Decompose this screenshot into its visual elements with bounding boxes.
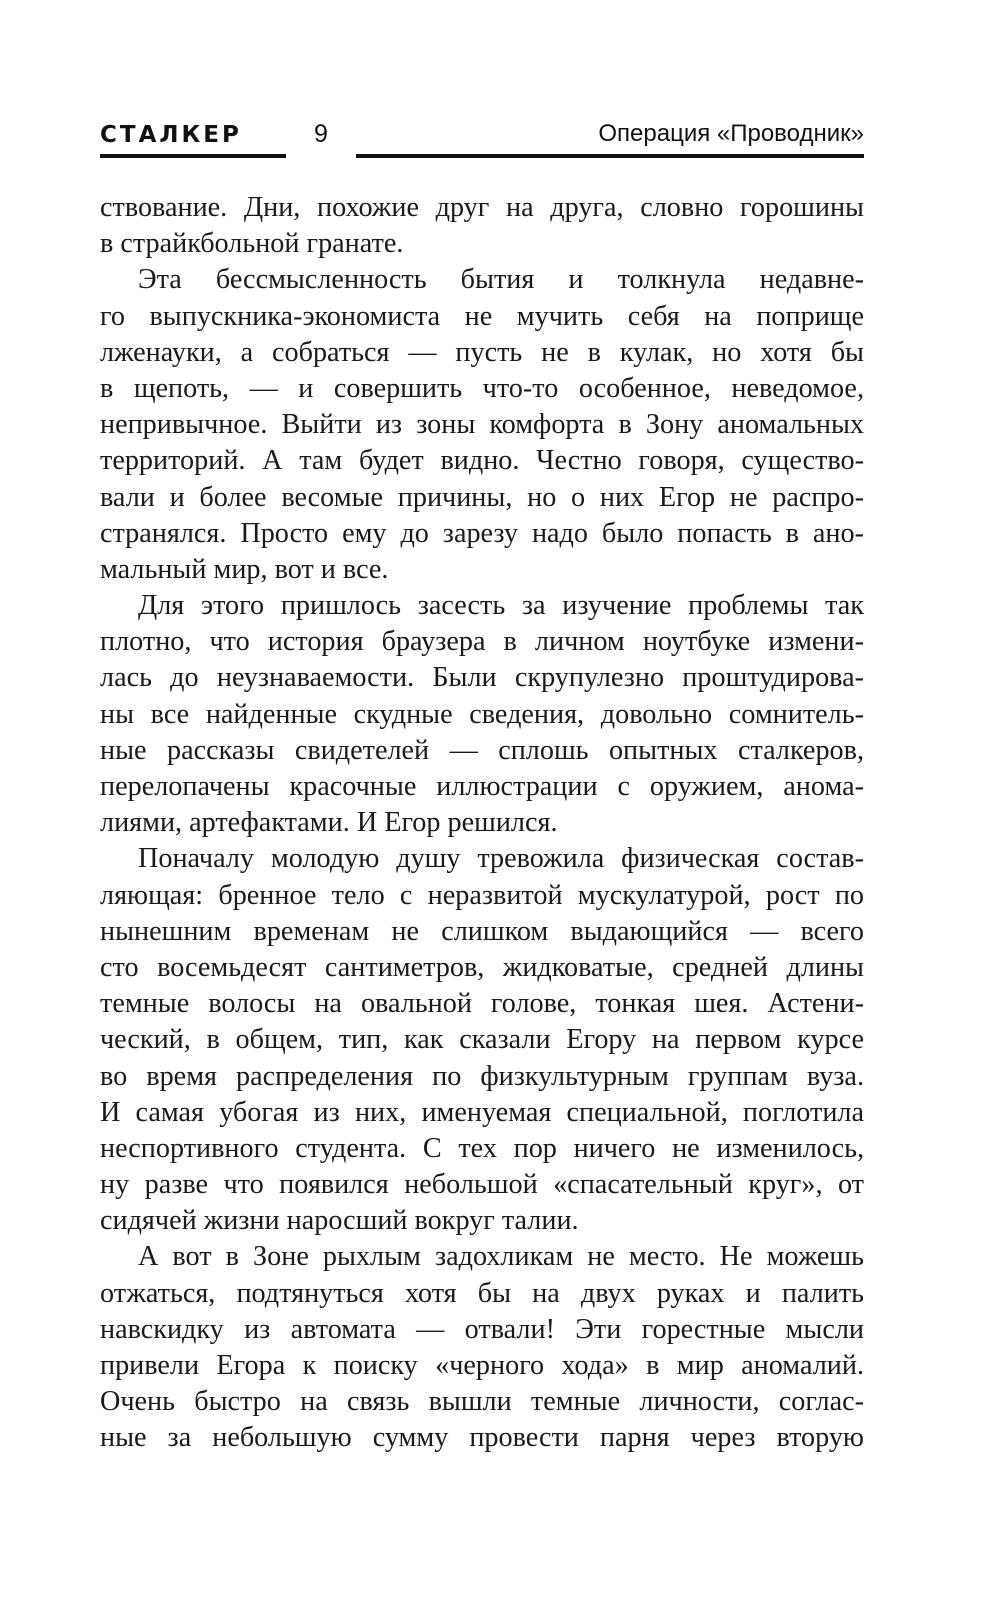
text-line: лась до неузнаваемости. Были скрупулезно проштудирова-: [100, 662, 864, 694]
text-line: темные волосы на овальной голове, тонкая шея. Астени-: [100, 988, 864, 1020]
text-line: Эта бессмысленность бытия и толкнула недавне-: [138, 264, 864, 296]
text-line: ные за небольшую сумму провести парня через вторую: [100, 1422, 864, 1454]
text-line: лженауки, а собраться — пусть не в кулак, но хотя бы: [100, 336, 864, 368]
text-line: мальный мир, вот и все.: [100, 553, 389, 585]
text-line: ческий, в общем, тип, как сказали Егору на первом курсе: [100, 1024, 864, 1056]
text-line: Поначалу молодую душу тревожила физическая состав-: [138, 843, 864, 875]
text-line: ляющая: бренное тело с неразвитой мускулатурой, рост по: [100, 879, 864, 911]
text-line: привели Егора к поиску «черного хода» в мир аномалий.: [100, 1350, 864, 1381]
paragraph: [100, 262, 864, 588]
text-line: вали и более весомые причины, но о них Егор не распро-: [100, 481, 864, 513]
text-line: А вот в Зоне рыхлым задохликам не место. Не можешь: [138, 1241, 864, 1273]
header-rule-left: [100, 154, 286, 158]
running-title: Операция «Проводник»: [598, 120, 864, 147]
paragraph: [100, 190, 864, 262]
text-line: нынешним временам не слишком выдающийся — всего: [100, 915, 864, 947]
page-header: [100, 118, 864, 158]
text-line: И самая убогая из них, именуемая специальной, поглотила: [100, 1096, 864, 1128]
text-line: во время распределения по физкультурным группам вуза.: [100, 1060, 864, 1092]
paragraph: [100, 588, 864, 841]
text-line: лиями, артефактами. И Егор решился.: [100, 807, 558, 839]
text-line: неспортивного студента. С тех пор ничего не изменилось,: [100, 1132, 864, 1164]
text-line: перелопачены красочные иллюстрации с оружием, анома-: [100, 771, 864, 802]
text-line: навскидку из автомата — отвали! Эти горестные мысли: [100, 1313, 864, 1345]
page-number: 9: [314, 120, 328, 148]
text-line: Для этого пришлось засесть за изучение проблемы так: [138, 590, 864, 622]
body-text: [100, 190, 864, 1457]
paragraph: [100, 1239, 864, 1456]
text-line: Очень быстро на связь вышли темные личности, соглас-: [100, 1386, 864, 1418]
paragraph: [100, 841, 864, 1239]
series-title: СТАЛКЕР: [100, 122, 242, 148]
text-line: ствование. Дни, похожие друг на друга, словно горошины: [100, 192, 864, 223]
text-line: сто восемьдесят сантиметров, жидковатые, средней длины: [100, 951, 864, 983]
header-rule-right: [356, 154, 864, 158]
text-line: территорий. А там будет видно. Честно говоря, существо-: [100, 445, 864, 477]
text-line: в страйкбольной гранате.: [100, 228, 404, 260]
text-line: ные рассказы свидетелей — сплошь опытных сталкеров,: [100, 734, 864, 766]
text-line: плотно, что история браузера в личном ноутбуке измени-: [100, 626, 864, 658]
text-line: отжаться, подтянуться хотя бы на двух руках и палить: [100, 1277, 864, 1309]
text-line: го выпускника-экономиста не мучить себя на поприще: [100, 300, 864, 332]
text-line: в щепоть, — и совершить что-то особенное, неведомое,: [100, 372, 864, 404]
text-line: сидячей жизни наросший вокруг талии.: [100, 1205, 579, 1237]
text-line: странялся. Просто ему до зарезу надо было попасть в ано-: [100, 517, 864, 549]
text-line: непривычное. Выйти из зоны комфорта в Зону аномальных: [100, 409, 864, 441]
text-line: ны все найденные скудные сведения, довольно сомнитель-: [100, 698, 864, 730]
text-line: ну разве что появился небольшой «спасательный круг», от: [100, 1169, 864, 1201]
